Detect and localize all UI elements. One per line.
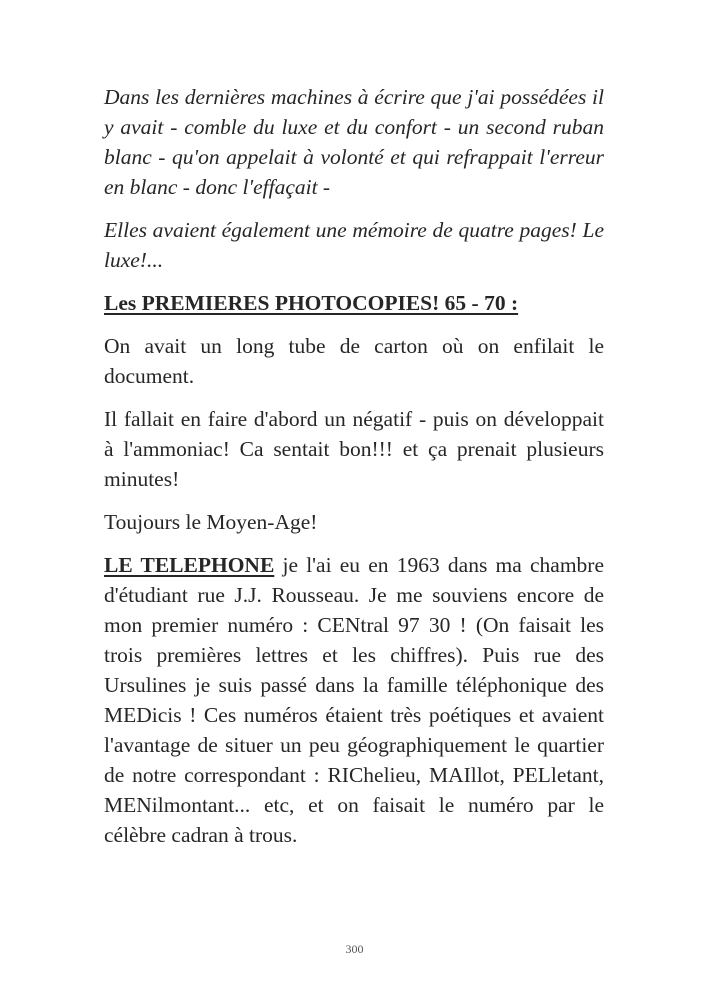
document-page xyxy=(104,82,604,863)
paragraph-negative-ammonia: Il fallait en faire d'abord un négatif - puis on développait à l'ammoniac! Ca sentait bon!!! et ça prenait plusieurs minutes! xyxy=(104,407,604,491)
section-heading-photocopies: Les PREMIERES PHOTOCOPIES! 65 - 70 : xyxy=(104,291,519,315)
inline-heading-telephone: LE TELEPHONE xyxy=(104,553,275,577)
paragraph-typewriter-memory: Elles avaient également une mémoire de quatre pages! Le luxe!... xyxy=(104,218,604,272)
paragraph-telephone xyxy=(104,550,604,850)
paragraph-telephone-text: je l'ai eu en 1963 dans ma chambre d'étudiant rue J.J. Rousseau. Je me souviens encore de mon premier numéro : CENtral 97 30 ! (On faisait les trois premières lettres et les chiffres). Puis rue des Ursulines je suis passé dans la famille téléphonique des MEDicis ! Ces numéros étaient très poétiques et avaient l'avantage de situer un peu géographiquement le quartier de notre correspondant : RIChelieu, MAIllot, PELletant, MENilmontant... etc, et on faisait le numéro par le célèbre cadran à trous. xyxy=(104,553,604,847)
page-number: 300 xyxy=(345,942,364,956)
paragraph-typewriter-ribbon: Dans les dernières machines à écrire que j'ai possédées il y avait - comble du luxe et du confort - un second ruban blanc - qu'on appelait à volonté et qui refrappait l'erreur en blanc - donc l'effaçait - xyxy=(104,85,604,199)
paragraph-carton-tube: On avait un long tube de carton où on enfilait le document. xyxy=(104,334,604,388)
paragraph-moyen-age: Toujours le Moyen-Age! xyxy=(104,510,318,534)
